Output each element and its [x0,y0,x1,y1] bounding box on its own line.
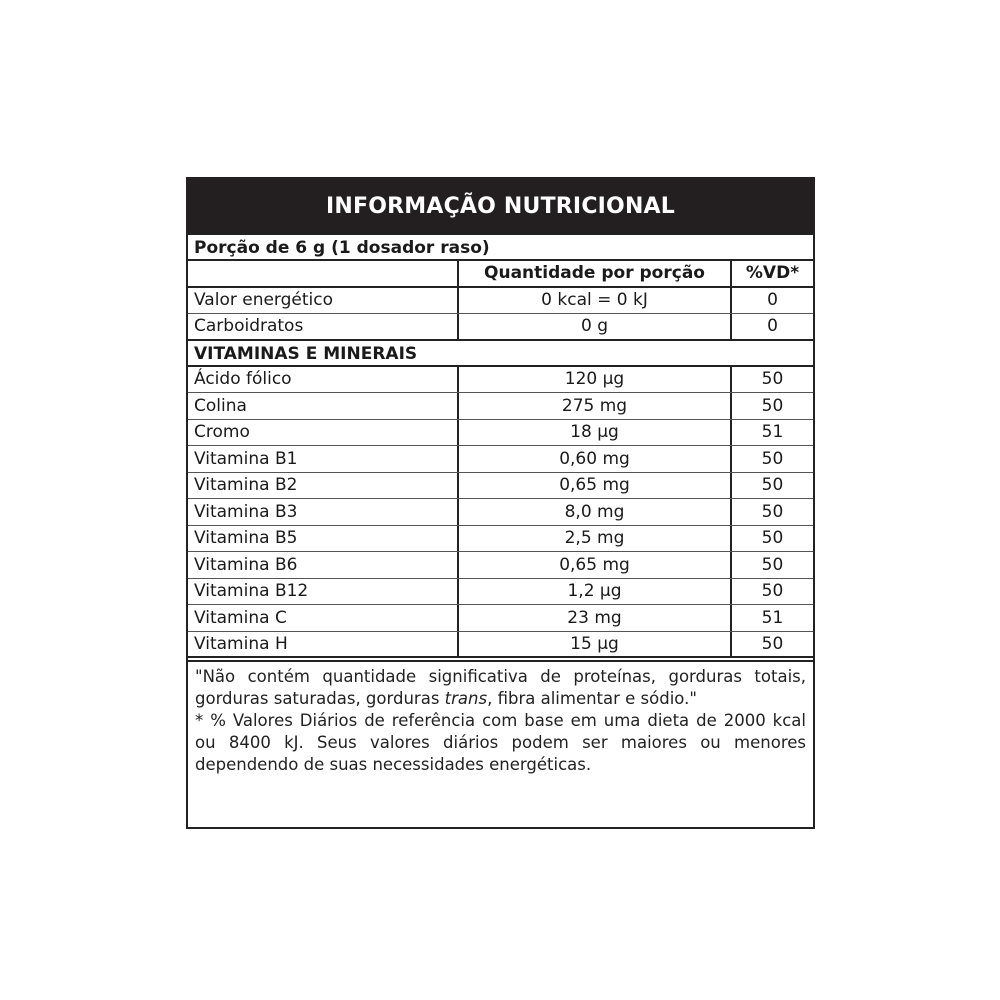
row-qty-cell: 0,65 mg [459,552,732,578]
row-name-cell: Carboidratos [188,314,459,339]
vitamin-rows [188,367,813,659]
column-header-row [188,261,813,288]
row-qty-cell: 275 mg [459,393,732,419]
footnote-1 [195,666,806,710]
row-vd-cell: 50 [761,554,784,575]
row-vd-cell: 0 [767,316,778,337]
row-vd-cell: 50 [761,528,784,549]
row-qty-cell: 1,2 µg [459,579,732,605]
row-vd-cell: 51 [761,422,784,443]
table-row [188,288,813,315]
row-name-cell: Vitamina B12 [188,579,459,605]
row-name-cell: Vitamina H [188,632,459,657]
row-name-cell: Colina [188,393,459,419]
row-qty-cell: 18 µg [459,420,732,446]
portion-size: Porção de 6 g (1 dosador raso) [188,235,813,261]
footnote-1-text: "Não contém quantidade significativa de proteínas, gorduras totais, gorduras saturadas, gorduras [195,667,806,708]
row-qty-cell: 0,60 mg [459,446,732,472]
footnote-1-text-end: , fibra alimentar e sódio." [487,689,697,708]
row-vd-cell: 50 [761,369,784,390]
header-name-cell [188,261,459,286]
header-qty-cell: Quantidade por porção [459,261,732,286]
panel-title: INFORMAÇÃO NUTRICIONAL [188,179,813,235]
row-name-cell: Vitamina C [188,605,459,631]
row-qty-cell: 8,0 mg [459,499,732,525]
row-qty-cell: 0 g [459,314,732,339]
table-row [188,393,813,420]
row-qty-cell: 2,5 mg [459,526,732,552]
energy-rows [188,288,813,341]
row-name-cell: Vitamina B2 [188,473,459,499]
row-name-cell: Cromo [188,420,459,446]
table-row [188,473,813,500]
header-vd-cell: %VD* [745,263,800,284]
row-vd-cell: 50 [761,395,784,416]
row-vd-cell: 50 [761,475,784,496]
row-name-cell: Ácido fólico [188,367,459,393]
row-qty-cell: 120 µg [459,367,732,393]
row-vd-cell: 50 [761,633,784,654]
table-row [188,446,813,473]
section-title: VITAMINAS E MINERAIS [188,341,813,367]
row-vd-cell: 50 [761,448,784,469]
row-vd-cell: 0 [767,290,778,311]
footnote-1-italic: trans [444,689,488,708]
table-row [188,367,813,394]
row-vd-cell: 50 [761,581,784,602]
row-qty-cell: 0,65 mg [459,473,732,499]
row-vd-cell: 50 [761,501,784,522]
table-row [188,605,813,632]
row-name-cell: Valor energético [188,288,459,314]
row-name-cell: Vitamina B6 [188,552,459,578]
row-name-cell: Vitamina B1 [188,446,459,472]
table-row [188,526,813,553]
footnotes [188,662,813,776]
table-row [188,314,813,341]
table-row [188,420,813,447]
nutrition-facts-panel [186,177,815,829]
row-qty-cell: 0 kcal = 0 kJ [459,288,732,314]
table-row [188,632,813,659]
row-qty-cell: 23 mg [459,605,732,631]
row-name-cell: Vitamina B3 [188,499,459,525]
row-vd-cell: 51 [761,607,784,628]
table-row [188,499,813,526]
table-row [188,552,813,579]
row-name-cell: Vitamina B5 [188,526,459,552]
table-row [188,579,813,606]
row-qty-cell: 15 µg [459,632,732,657]
footnote-2: * % Valores Diários de referência com base em uma dieta de 2000 kcal ou 8400 kJ. Seus valores diários podem ser maiores ou menores dependendo de suas necessidades energéticas. [195,711,806,774]
